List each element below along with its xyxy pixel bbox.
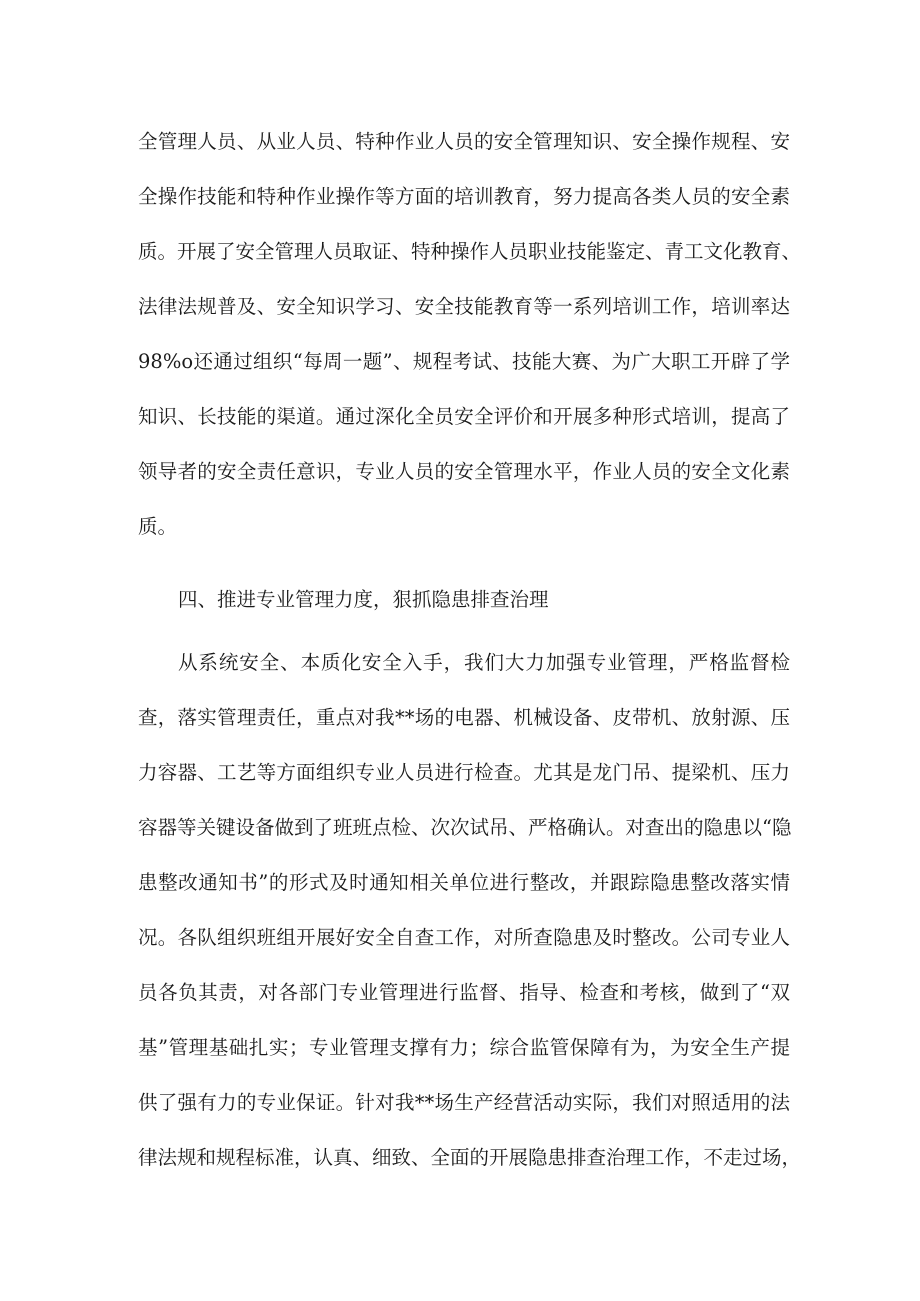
- paragraph-line: 知识、长技能的渠道。通过深化全员安全评价和开展多种形式培训，提高了: [138, 405, 790, 428]
- paragraph-line: 力容器、工艺等方面组织专业人员进行检查。尤其是龙门吊、提梁机、压力: [138, 761, 790, 784]
- paragraph-line: 法律法规普及、安全知识学习、安全技能教育等一系列培训工作，培训率达: [138, 295, 790, 318]
- paragraph-line: 患整改通知书”的形式及时通知相关单位进行整改，并跟踪隐患整改落实情: [138, 871, 790, 894]
- paragraph-line: 领导者的安全责任意识，专业人员的安全管理水平，作业人员的安全文化素: [138, 460, 790, 483]
- paragraph-line: 况。各队组织班组开展好安全自查工作，对所查隐患及时整改。公司专业人: [138, 926, 790, 949]
- paragraph-line: 质。: [138, 515, 178, 538]
- paragraph-line: 全操作技能和特种作业操作等方面的培训教育，努力提高各类人员的安全素: [138, 185, 790, 208]
- paragraph-line: 查，落实管理责任，重点对我**场的电器、机械设备、皮带机、放射源、压: [138, 706, 790, 729]
- paragraph-line: 员各负其责，对各部门专业管理进行监督、指导、检查和考核，做到了“双: [138, 981, 790, 1004]
- paragraph-line: 质。开展了安全管理人员取证、特种操作人员职业技能鉴定、青工文化教育、: [138, 240, 802, 263]
- paragraph-line: 容器等关键设备做到了班班点检、次次试吊、严格确认。对查出的隐患以“隐: [138, 816, 792, 839]
- paragraph-line: 供了强有力的专业保证。针对我**场生产经营活动实际，我们对照适用的法: [138, 1091, 790, 1114]
- section-heading: 四、推进专业管理力度，狠抓隐患排查治理: [178, 588, 549, 611]
- paragraph-line: 从系统安全、本质化安全入手，我们大力加强专业管理，严格监督检: [178, 651, 790, 674]
- paragraph-line: 98%o还通过组织“每周一题”、规程考试、技能大赛、为广大职工开辟了学: [138, 350, 790, 373]
- paragraph-line: 基”管理基础扎实；专业管理支撑有力；综合监管保障有为，为安全生产提: [138, 1036, 790, 1059]
- paragraph-line: 律法规和规程标准，认真、细致、全面的开展隐患排查治理工作，不走过场，: [138, 1146, 802, 1169]
- paragraph-line: 全管理人员、从业人员、特种作业人员的安全管理知识、安全操作规程、安: [138, 130, 790, 153]
